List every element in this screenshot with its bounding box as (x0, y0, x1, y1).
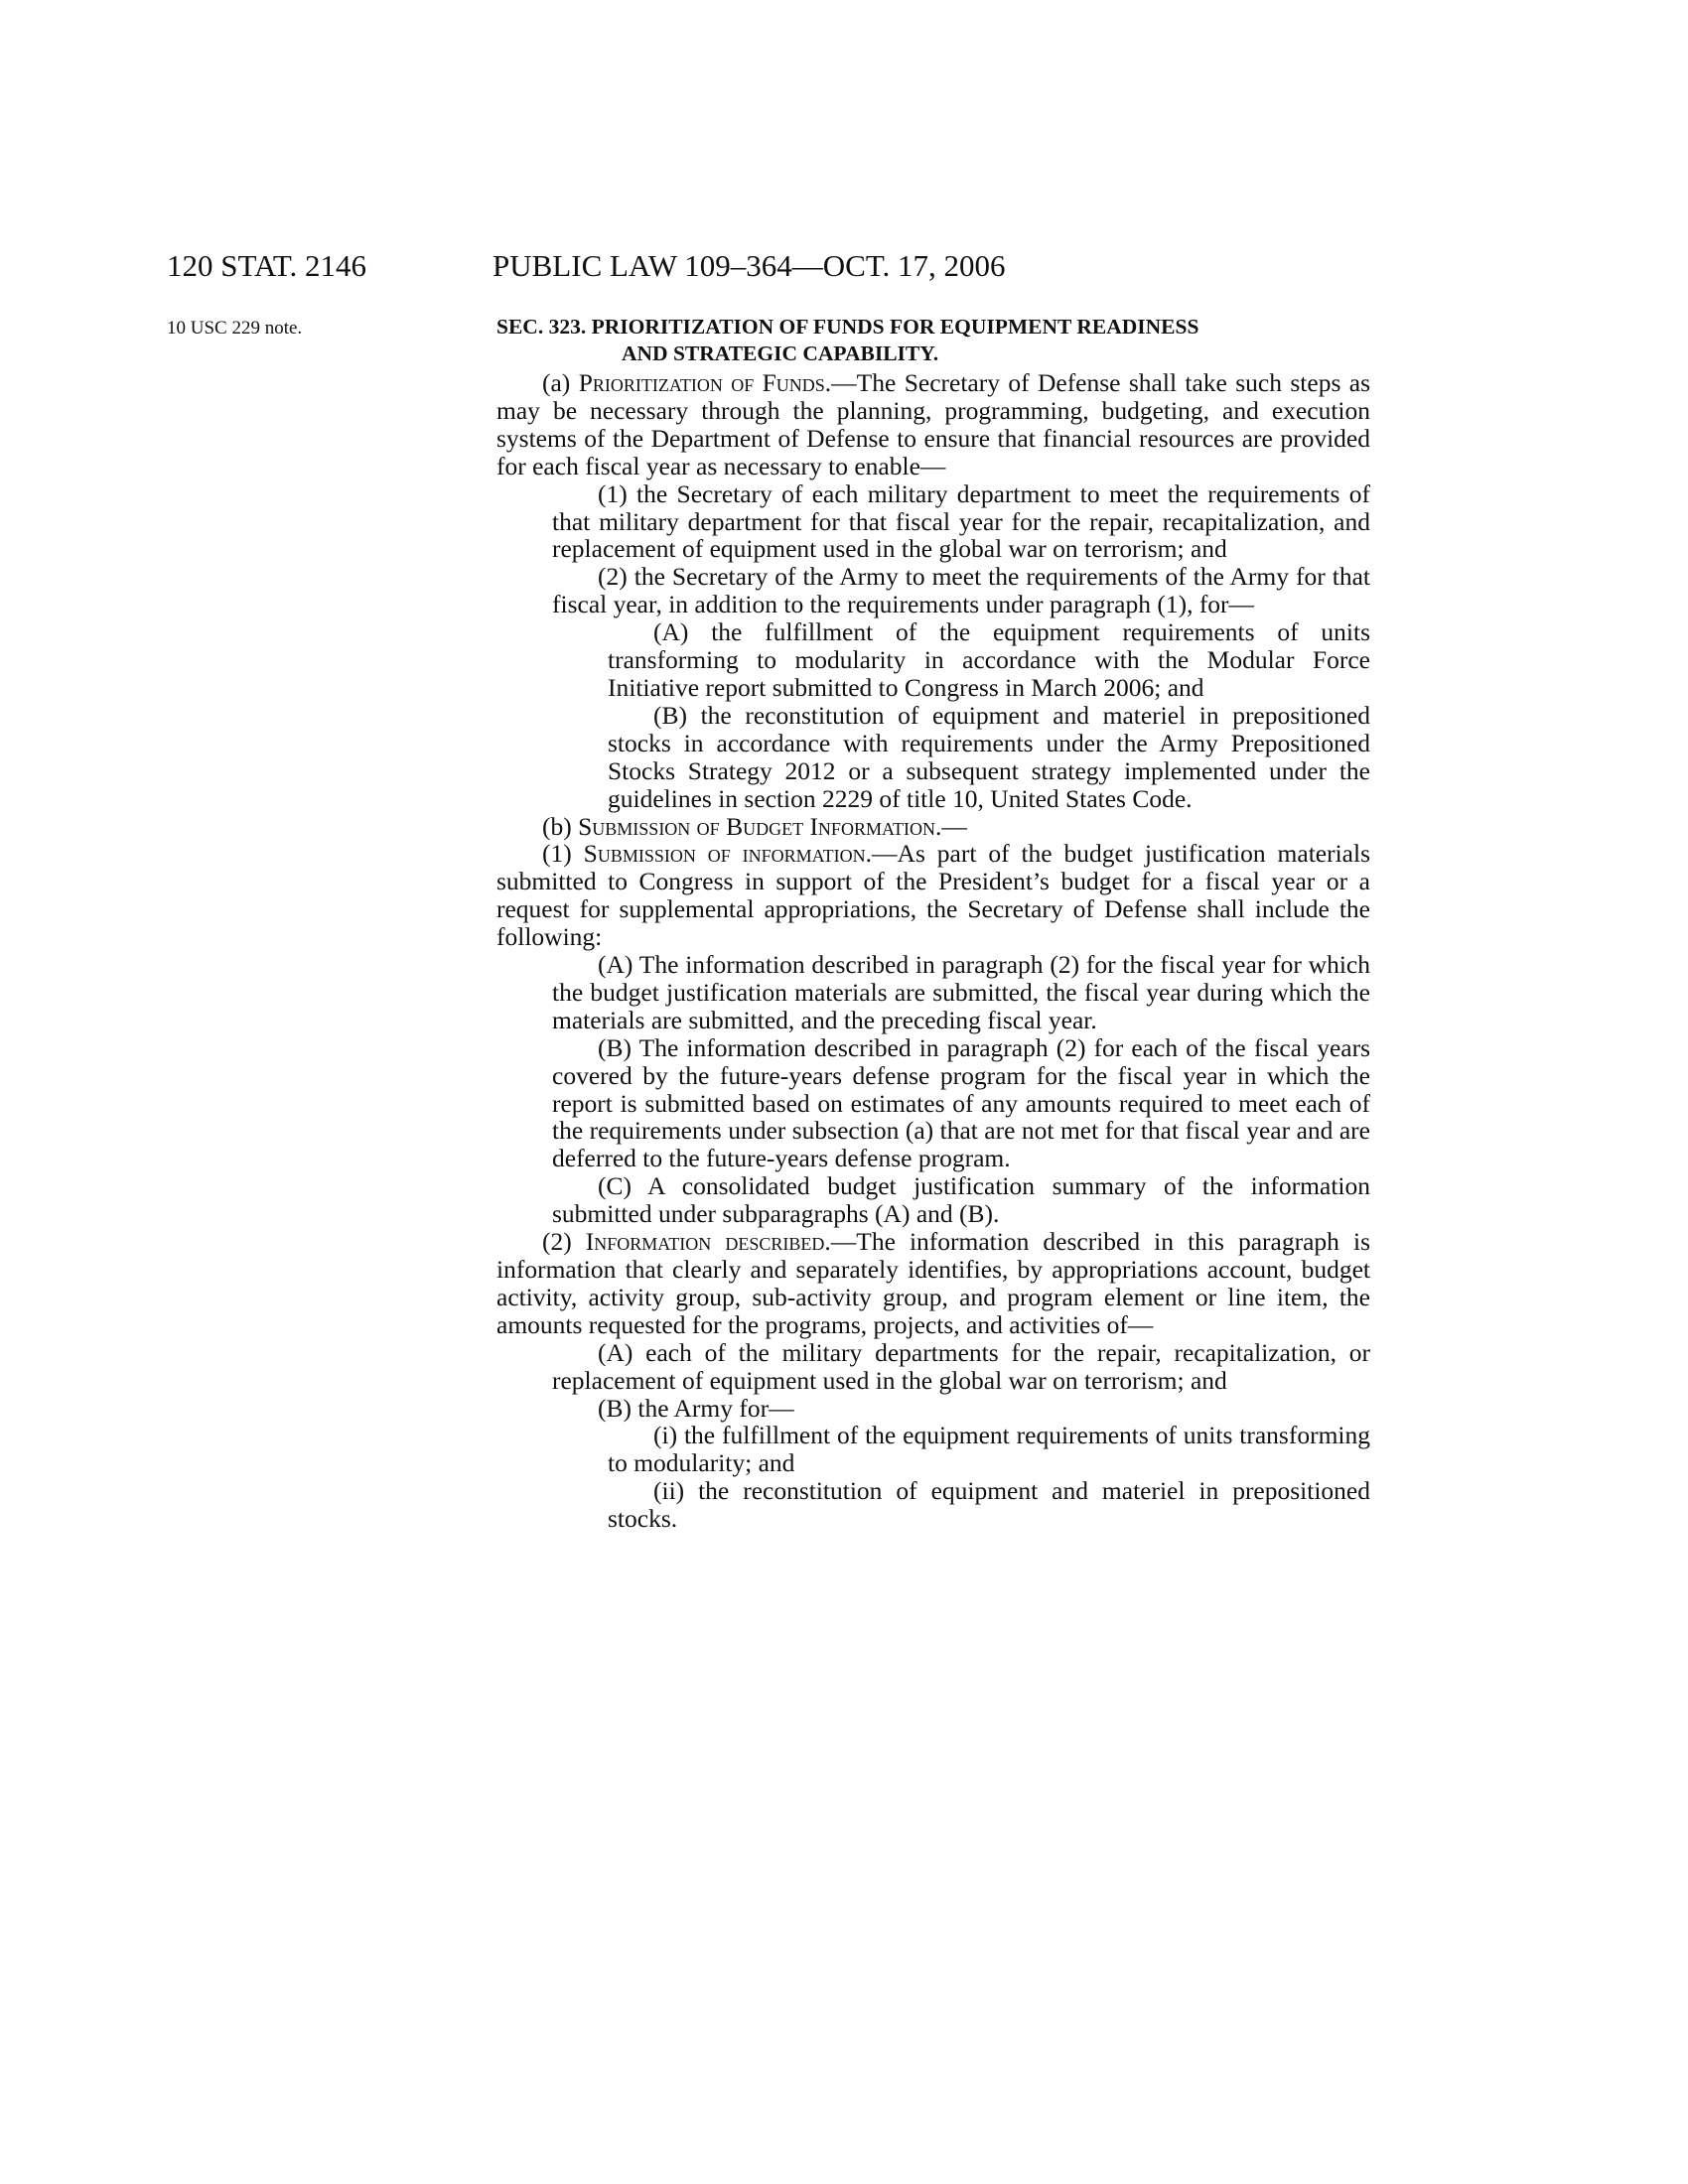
subparagraph-a-2-B: (B) the reconstitution of equipment and materiel in prepositioned stocks in accordance with requirements under the Army Prepositioned Stocks Strategy 2012 or a subsequent strategy implemented under the guidelines in section 2229 of title 10, United States Code. (608, 700, 1370, 813)
subparagraph-b-1-B: (B) The information described in paragraph (2) for each of the fiscal years covered by the future-years defense program for the fiscal year in which the report is submitted based on estimates of any amounts required to meet each of the requirements under subsection (a) that are not met for that fiscal year and are deferred to the future-years defense program. (552, 1032, 1370, 1173)
subparagraph-a-2-A: (A) the fulfillment of the equipment requirements of units transforming to modularity in accordance with the Modular Force Initiative report submitted to Congress in March 2006; and (608, 617, 1370, 702)
section-body (496, 369, 1370, 1533)
subparagraph-b-1-C: (C) A consolidated budget justification summary of the information submitted under subparagraphs (A) and (B). (552, 1171, 1370, 1229)
public-law-citation: PUBLIC LAW 109–364—OCT. 17, 2006 (492, 248, 1006, 283)
clause-b-2-B-i: (i) the fulfillment of the equipment requirements of units transforming to modularity; and (608, 1421, 1370, 1478)
section-heading (496, 314, 1370, 367)
paragraph-a-1: (1) the Secretary of each military department to meet the requirements of that military department for that fiscal year for the repair, recapitalization, and replacement of equipment used in the global war on terrorism; and (552, 478, 1370, 564)
clause-b-2-B-ii: (ii) the reconstitution of equipment and materiel in prepositioned stocks. (608, 1476, 1370, 1534)
margin-note: 10 USC 229 note. (167, 318, 303, 339)
subsection-a-heading: Prioritization of Funds. (578, 368, 832, 397)
subparagraph-b-1-A: (A) The information described in paragraph (2) for the fiscal year for which the budget justification materials are submitted, the fiscal year during which the materials are submitted, and the preceding fiscal year. (552, 950, 1370, 1034)
section-heading-line-1: SEC. 323. PRIORITIZATION OF FUNDS FOR EQUIPMENT READINESS (496, 315, 1199, 339)
paragraph-a-2: (2) the Secretary of the Army to meet the requirements of the Army for that fiscal year, in addition to the requirements under paragraph (1), for— (552, 562, 1370, 619)
running-head (0, 238, 1688, 298)
subparagraph-b-2-A: (A) each of the military departments for the repair, recapitalization, or replacement of equipment used in the global war on terrorism; and (552, 1337, 1370, 1395)
subsection-a: (a) Prioritization of Funds.—The Secretary of Defense shall take such steps as may be necessary through the planning, programming, budgeting, and execution systems of the Department of Defense to ensure that financial resources are provided for each fiscal year as necessary to enable— (496, 368, 1370, 480)
paragraph-b-1: (1) Submission of information.—As part of the budget justification materials submitted to Congress in support of the President’s budget for a fiscal year or a request for supplemental appropriations, the Secretary of Defense shall include the following: (496, 839, 1371, 952)
subsection-b-heading: Submission of Budget Information. (578, 811, 942, 841)
section-heading-line-2: AND STRATEGIC CAPABILITY. (622, 341, 939, 365)
subparagraph-b-2-B: (B) the Army for— (598, 1393, 794, 1423)
subsection-b: (b) Submission of Budget Information.— (542, 811, 967, 841)
statute-page-number: 120 STAT. 2146 (167, 248, 367, 283)
paragraph-b-1-heading: Submission of information. (583, 839, 873, 869)
paragraph-b-2: (2) Information described.—The information described in this paragraph is information that clearly and separately identifies, by appropriations account, budget activity, activity group, sub-activity group, and program element or line item, the amounts requested for the programs, projects, and activities of— (496, 1227, 1370, 1339)
paragraph-b-2-heading: Information described. (585, 1227, 831, 1257)
